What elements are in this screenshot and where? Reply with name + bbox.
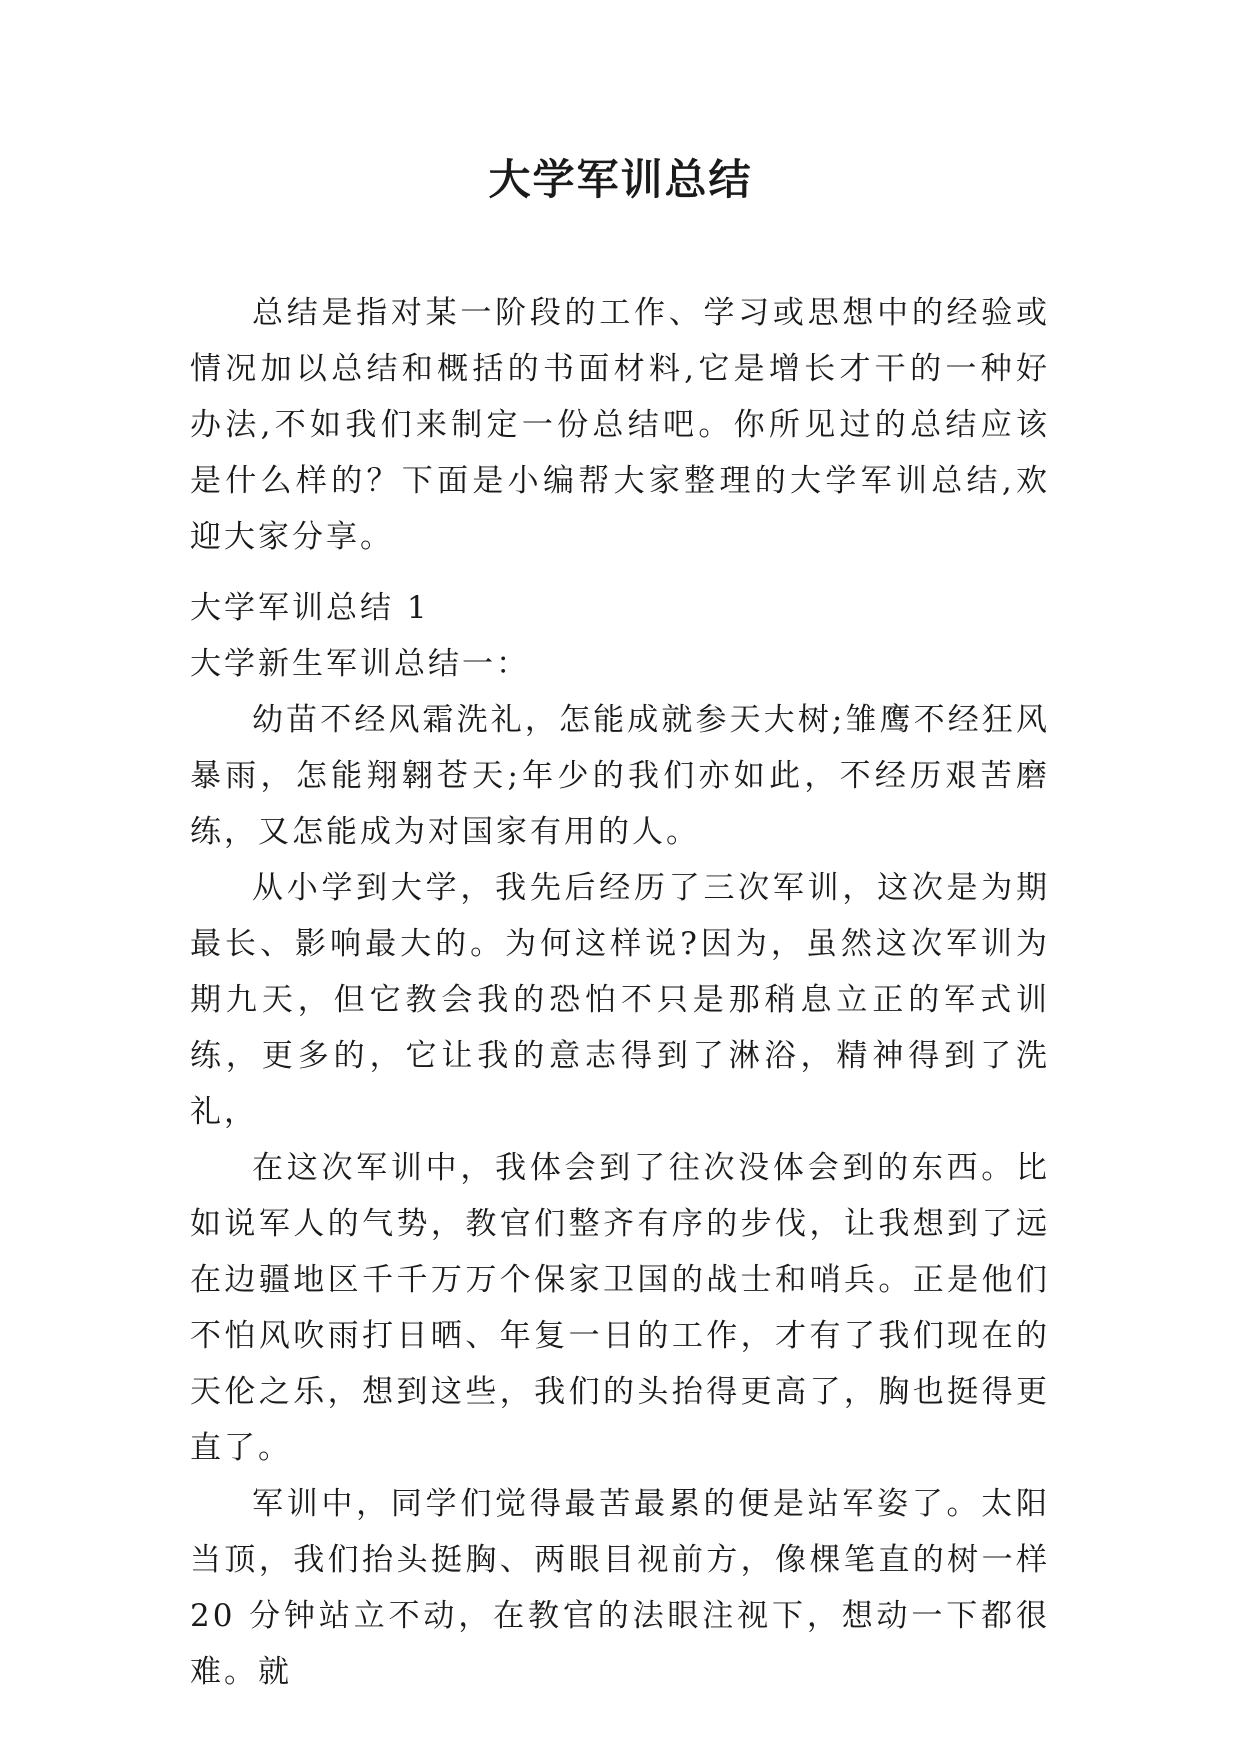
intro-paragraph: 总结是指对某一阶段的工作、学习或思想中的经验或情况加以总结和概括的书面材料,它是增长才干的一种好办法,不如我们来制定一份总结吧。你所见过的总结应该是什么样的？下面是小编帮大家整理的大学军训总结,欢迎大家分享。 [190, 295, 1050, 555]
section-heading: 大学军训总结 1 [190, 590, 430, 626]
body-paragraph: 幼苗不经风霜洗礼，怎能成就参天大树;雏鹰不经狂风暴雨，怎能翔翱苍天;年少的我们亦如此，不经历艰苦磨练，又怎能成为对国家有用的人。 [190, 702, 1050, 850]
document-title: 大学军训总结 [488, 155, 753, 204]
sub-heading: 大学新生军训总结一： [190, 646, 530, 682]
body-paragraph: 军训中，同学们觉得最苦最累的便是站军姿了。太阳当顶，我们抬头挺胸、两眼目视前方，像棵笔直的树一样 20 分钟站立不动，在教官的法眼注视下，想动一下都很难。就 [190, 1486, 1050, 1690]
body-paragraph: 在这次军训中，我体会到了往次没体会到的东西。比如说军人的气势，教官们整齐有序的步伐，让我想到了远在边疆地区千千万万个保家卫国的战士和哨兵。正是他们不怕风吹雨打日晒、年复一日的工作，才有了我们现在的天伦之乐，想到这些，我们的头抬得更高了，胸也挺得更直了。 [190, 1150, 1050, 1466]
intro-block [190, 285, 1050, 565]
body-paragraph: 从小学到大学，我先后经历了三次军训，这次是为期最长、影响最大的。为何这样说?因为，虽然这次军训为期九天，但它教会我的恐怕不只是那稍息立正的军式训练，更多的，它让我的意志得到了淋浴，精神得到了洗礼， [190, 870, 1050, 1130]
section-block [190, 580, 1050, 1700]
